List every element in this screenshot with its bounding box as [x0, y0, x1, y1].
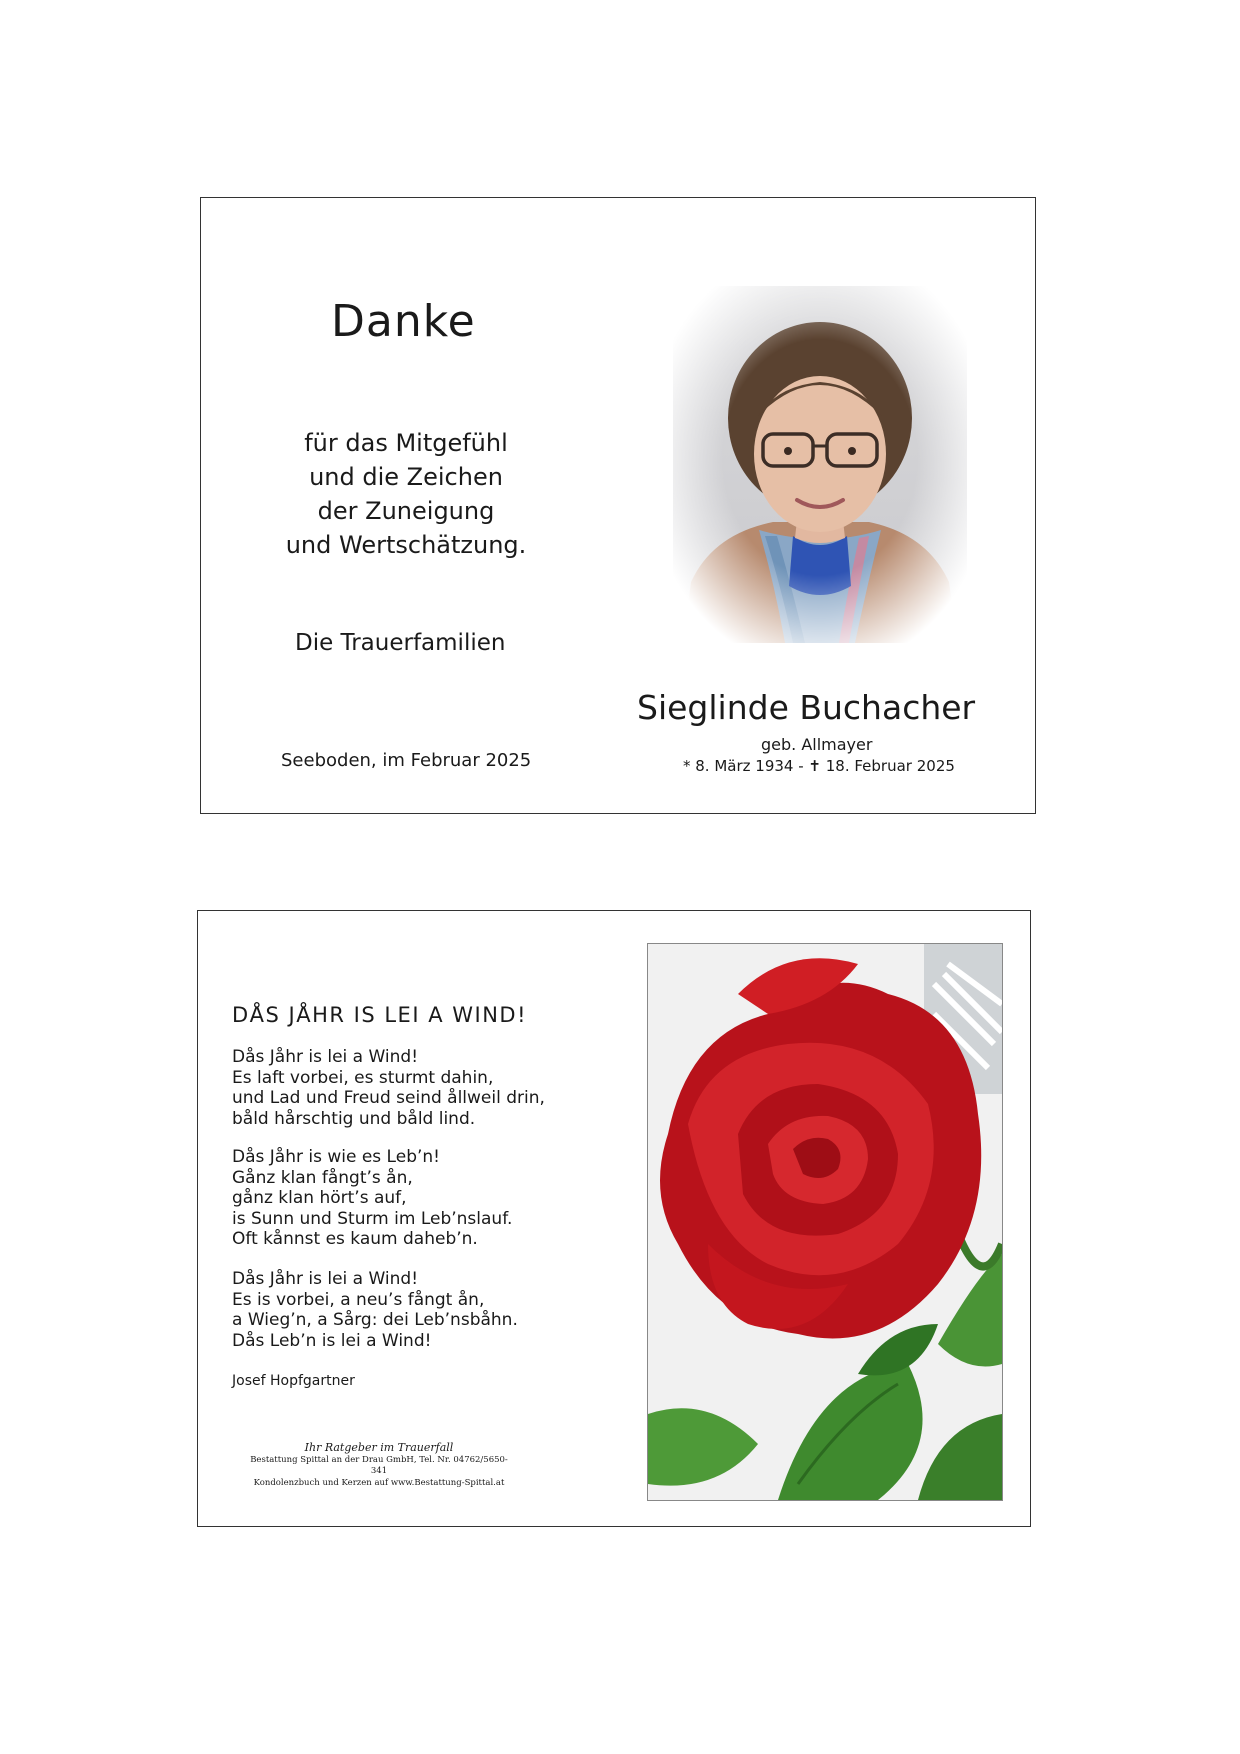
- poem-line: a Wieg’n, a Sårg: dei Leb’nsbåhn.: [232, 1310, 518, 1330]
- poem-title: DÅS JÅHR IS LEI A WIND!: [232, 1003, 527, 1027]
- rose-photo: [647, 943, 1003, 1501]
- poem-stanza: [232, 1047, 545, 1129]
- poem-author: Josef Hopfgartner: [232, 1373, 355, 1389]
- poem-line: Es laft vorbei, es sturmt dahin,: [232, 1067, 494, 1088]
- poem-line: Dås Jåhr is lei a Wind!: [232, 1269, 419, 1289]
- thanks-line: und die Zeichen: [309, 463, 503, 491]
- thanks-text: [241, 426, 571, 562]
- funeral-home-footer: [244, 1442, 514, 1489]
- poem-line: båld hårschtig und båld lind.: [232, 1108, 476, 1129]
- thanks-line: und Wertschätzung.: [285, 531, 527, 559]
- thanks-line: der Zuneigung: [317, 497, 495, 525]
- portrait-photo: [673, 286, 967, 643]
- poem-line: Dås Jåhr is wie es Leb’n!: [232, 1147, 440, 1167]
- footer-website: Kondolenzbuch und Kerzen auf www.Bestattung-Spittal.at: [253, 1477, 505, 1488]
- poem-line: Gånz klan fångt’s ån,: [232, 1167, 413, 1188]
- poem-stanza: [232, 1147, 512, 1250]
- footer-tagline: Ihr Ratgeber im Trauerfall: [304, 1441, 454, 1454]
- maiden-name: geb. Allmayer: [761, 735, 873, 754]
- poem-stanza: [232, 1269, 518, 1351]
- poem-line: Oft kånnst es kaum daheb’n.: [232, 1229, 478, 1249]
- life-dates: * 8. März 1934 - ✝ 18. Februar 2025: [683, 757, 955, 775]
- poem-line: is Sunn und Sturm im Leb’nslauf.: [232, 1208, 513, 1229]
- families-signature: Die Trauerfamilien: [295, 630, 506, 656]
- front-card: [200, 197, 1036, 814]
- footer-company: Bestattung Spittal an der Drau GmbH, Tel. Nr. 04762/5650-341: [250, 1454, 508, 1476]
- card-title: Danke: [331, 296, 476, 347]
- poem-line: gånz klan hört’s auf,: [232, 1188, 407, 1208]
- poem-line: Dås Jåhr is lei a Wind!: [232, 1047, 419, 1067]
- poem-line: und Lad und Freud seind ållweil drin,: [232, 1088, 545, 1108]
- deceased-name: Sieglinde Buchacher: [637, 688, 976, 727]
- thanks-line: für das Mitgefühl: [304, 429, 508, 457]
- poem-line: Es is vorbei, a neu’s fångt ån,: [232, 1289, 485, 1310]
- poem-line: Dås Leb’n is lei a Wind!: [232, 1330, 432, 1351]
- back-card: [197, 910, 1031, 1527]
- place-date: Seeboden, im Februar 2025: [281, 750, 532, 771]
